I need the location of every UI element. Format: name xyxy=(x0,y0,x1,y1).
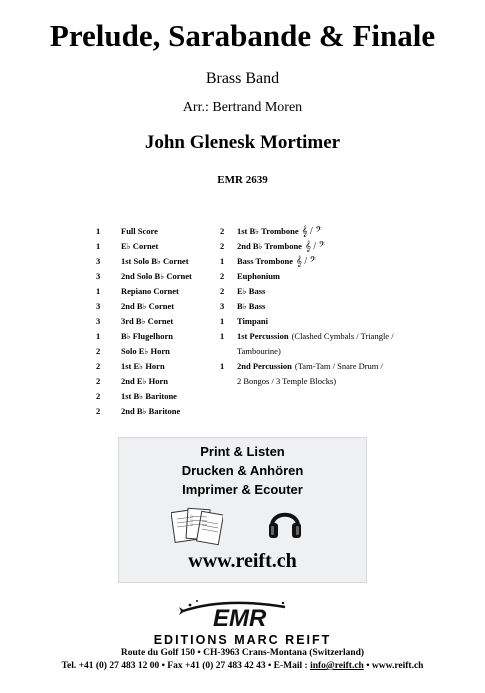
part-quantity: 1 xyxy=(220,316,225,326)
part-row xyxy=(220,329,420,344)
part-name: 2nd B♭ Trombone xyxy=(237,241,302,251)
contact-website: • www.reift.ch xyxy=(363,661,424,671)
email-link[interactable]: info@reift.ch xyxy=(310,661,364,671)
part-row xyxy=(96,389,220,404)
headphones-icon xyxy=(267,502,303,542)
clef-icon: 𝄞 / 𝄢 xyxy=(301,226,322,237)
part-quantity: 2 xyxy=(220,226,225,236)
part-name: 1st Percussion xyxy=(237,331,289,341)
part-name: 2nd B♭ Baritone xyxy=(121,406,181,416)
part-quantity: 2 xyxy=(220,241,225,251)
part-quantity: 3 xyxy=(96,256,101,266)
indent-spacer xyxy=(220,374,237,389)
part-row xyxy=(220,314,420,329)
part-row xyxy=(96,359,220,374)
part-name: 1st B♭ Baritone xyxy=(121,391,177,401)
part-row xyxy=(220,269,420,284)
part-name: 2nd B♭ Cornet xyxy=(121,301,175,311)
part-row xyxy=(220,254,420,269)
part-quantity: 2 xyxy=(220,286,225,296)
publisher-name: EDITIONS MARC REIFT xyxy=(153,633,332,647)
page-title: Prelude, Sarabande & Finale xyxy=(49,18,436,53)
part-row xyxy=(96,299,220,314)
promo-line-2: Drucken & Anhören xyxy=(181,463,304,478)
part-quantity: 2 xyxy=(96,406,101,416)
emr-logo xyxy=(165,593,315,631)
composer: John Glenesk Mortimer xyxy=(144,132,341,153)
part-name: Repiano Cornet xyxy=(121,286,179,296)
part-quantity: 3 xyxy=(96,301,101,311)
part-row xyxy=(96,344,220,359)
part-quantity: 1 xyxy=(220,361,225,371)
part-detail: 2 Bongos / 3 Temple Blocks) xyxy=(237,376,337,386)
part-row xyxy=(96,314,220,329)
part-name: Solo E♭ Horn xyxy=(121,346,170,356)
part-quantity: 2 xyxy=(96,361,101,371)
part-name: Full Score xyxy=(121,226,158,236)
promo-box xyxy=(118,437,367,583)
part-row xyxy=(96,404,220,419)
part-quantity: 1 xyxy=(96,226,101,236)
part-name: 1st E♭ Horn xyxy=(121,361,165,371)
publisher-address: Route du Golf 150 • CH-3963 Crans-Montana (Switzerland) xyxy=(120,648,365,658)
part-quantity: 1 xyxy=(220,256,225,266)
clef-icon: 𝄞 / 𝄢 xyxy=(304,241,326,252)
promo-line-1: Print & Listen xyxy=(200,444,285,459)
part-quantity: 1 xyxy=(96,331,101,341)
promo-line-3: Imprimer & Ecouter xyxy=(182,482,303,497)
part-name: 1st Solo B♭ Cornet xyxy=(121,256,189,266)
arranger: Arr.: Bertrand Moren xyxy=(182,100,303,115)
part-detail: (Clashed Cymbals / Triangle / xyxy=(291,331,394,341)
part-row xyxy=(96,284,220,299)
part-name: Euphonium xyxy=(237,271,280,281)
part-row xyxy=(96,254,220,269)
part-row xyxy=(220,359,420,374)
part-detail: (Tam-Tam / Snare Drum / xyxy=(294,361,383,371)
part-row xyxy=(220,224,420,239)
part-row xyxy=(96,224,220,239)
part-quantity: 2 xyxy=(96,391,101,401)
contact-phone-fax: Tel. +41 (0) 27 483 12 00 • Fax +41 (0) 27 483 42 43 • E-Mail : xyxy=(61,661,311,671)
part-quantity: 3 xyxy=(96,316,101,326)
part-row xyxy=(220,299,420,314)
part-name: B♭ Flugelhorn xyxy=(121,331,173,341)
part-quantity: 2 xyxy=(220,271,225,281)
sheet-music-icon xyxy=(171,505,223,547)
part-row xyxy=(96,239,220,254)
part-name: 2nd Solo B♭ Cornet xyxy=(121,271,192,281)
part-row xyxy=(96,269,220,284)
publisher-contact xyxy=(0,661,485,671)
part-quantity: 3 xyxy=(96,271,101,281)
part-name: 2nd E♭ Horn xyxy=(121,376,168,386)
part-quantity: 2 xyxy=(96,376,101,386)
part-name: B♭ Bass xyxy=(237,301,266,311)
part-detail-row xyxy=(220,344,420,359)
part-quantity: 3 xyxy=(220,301,225,311)
part-name: E♭ Cornet xyxy=(121,241,159,251)
part-row xyxy=(96,329,220,344)
parts-list-right xyxy=(220,224,420,389)
part-name: E♭ Bass xyxy=(237,286,266,296)
part-row xyxy=(96,374,220,389)
promo-url-link[interactable]: www.reift.ch xyxy=(188,550,297,572)
part-name: 2nd Percussion xyxy=(237,361,292,371)
subtitle: Brass Band xyxy=(205,70,280,87)
clef-icon: 𝄞 / 𝄢 xyxy=(295,256,317,267)
part-detail-row xyxy=(220,374,420,389)
part-row xyxy=(220,239,420,254)
parts-list-left xyxy=(96,224,220,419)
part-row xyxy=(220,284,420,299)
svg-text:EMR: EMR xyxy=(213,605,267,631)
part-quantity: 1 xyxy=(96,241,101,251)
indent-spacer xyxy=(220,344,237,359)
part-name: Timpani xyxy=(237,316,269,326)
part-name: Bass Trombone xyxy=(237,256,293,266)
part-name: 1st B♭ Trombone xyxy=(237,226,299,236)
part-quantity: 1 xyxy=(220,331,225,341)
part-detail: Tambourine) xyxy=(237,346,281,356)
part-quantity: 2 xyxy=(96,346,101,356)
part-name: 3rd B♭ Cornet xyxy=(121,316,174,326)
catalog-number: EMR 2639 xyxy=(217,174,268,186)
part-quantity: 1 xyxy=(96,286,101,296)
